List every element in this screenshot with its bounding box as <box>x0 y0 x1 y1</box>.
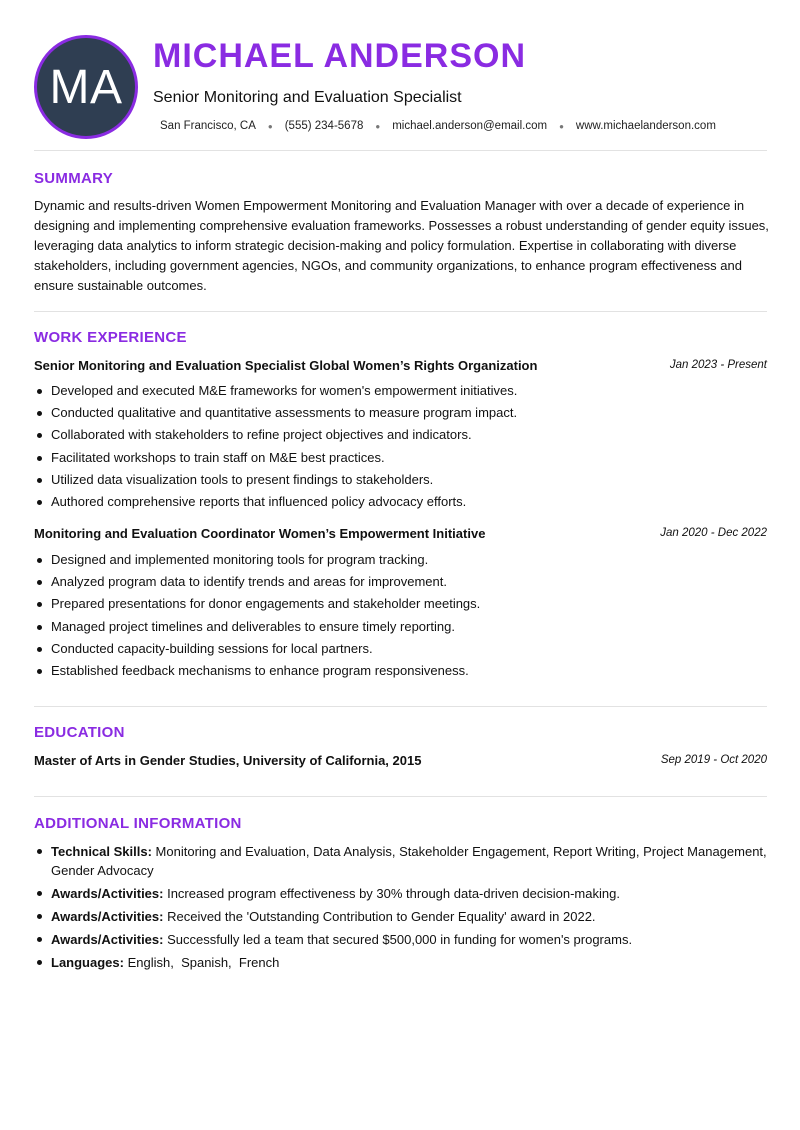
job-header <box>34 526 767 544</box>
list-item: Established feedback mechanisms to enhance program responsiveness. <box>34 660 767 682</box>
divider <box>34 150 767 151</box>
education-dates: Sep 2019 - Oct 2020 <box>660 754 767 766</box>
job-bullets <box>34 380 767 513</box>
info-text: Monitoring and Evaluation, Data Analysis, Stakeholder Engagement, Report Writing, Project Management, Gender Advocacy <box>51 844 767 878</box>
list-item: Utilized data visualization tools to present findings to stakeholders. <box>34 469 767 491</box>
additional-info-list <box>34 842 767 976</box>
list-item: Developed and executed M&E frameworks for women's empowerment initiatives. <box>34 380 767 402</box>
contact-bar <box>160 120 716 132</box>
dot-separator-icon: ● <box>559 121 564 131</box>
info-label: Awards/Activities: <box>51 886 164 901</box>
info-text: Increased program effectiveness by 30% through data-driven decision-making. <box>167 886 620 901</box>
list-item <box>34 907 767 926</box>
education-heading: EDUCATION <box>34 724 125 741</box>
work-experience-heading: WORK EXPERIENCE <box>34 329 187 346</box>
info-label: Languages: <box>51 955 124 970</box>
divider <box>34 796 767 797</box>
list-item: Facilitated workshops to train staff on M&E best practices. <box>34 447 767 469</box>
info-label: Technical Skills: <box>51 844 152 859</box>
job-bullets <box>34 549 767 682</box>
education-entry <box>34 753 767 771</box>
list-item: Authored comprehensive reports that influenced policy advocacy efforts. <box>34 491 767 513</box>
list-item: Designed and implemented monitoring tools for program tracking. <box>34 549 767 571</box>
list-item: Analyzed program data to identify trends and areas for improvement. <box>34 571 767 593</box>
contact-email[interactable]: michael.anderson@email.com <box>392 120 548 132</box>
contact-website[interactable]: www.michaelanderson.com <box>575 120 716 132</box>
dot-separator-icon: ● <box>375 121 381 131</box>
list-item: Prepared presentations for donor engagements and stakeholder meetings. <box>34 593 767 615</box>
list-item: Conducted qualitative and quantitative assessments to measure program impact. <box>34 402 767 424</box>
divider <box>34 706 767 707</box>
list-item: Collaborated with stakeholders to refine project objectives and indicators. <box>34 424 767 446</box>
info-label: Awards/Activities: <box>51 932 164 947</box>
resume-header <box>0 0 800 150</box>
info-label: Awards/Activities: <box>51 909 164 924</box>
contact-phone: (555) 234-5678 <box>284 120 364 132</box>
list-item <box>34 953 767 972</box>
job-header <box>34 358 767 376</box>
candidate-name: MICHAEL ANDERSON <box>153 37 527 75</box>
info-text: Successfully led a team that secured $500,000 in funding for women's programs. <box>167 932 633 947</box>
job-dates: Jan 2020 - Dec 2022 <box>660 527 767 539</box>
info-text: English, Spanish, French <box>127 955 280 970</box>
contact-location: San Francisco, CA <box>160 120 256 132</box>
list-item <box>34 884 767 903</box>
list-item <box>34 930 767 949</box>
education-degree: Master of Arts in Gender Studies, University of California, 2015 <box>34 753 422 768</box>
divider <box>34 311 767 312</box>
candidate-title: Senior Monitoring and Evaluation Specialist <box>153 89 462 106</box>
info-text: Received the 'Outstanding Contribution to Gender Equality' award in 2022. <box>167 909 596 924</box>
summary-heading: SUMMARY <box>34 170 114 187</box>
additional-info-heading: ADDITIONAL INFORMATION <box>34 815 242 832</box>
avatar-initials: MA <box>49 60 123 114</box>
summary-text: Dynamic and results-driven Women Empowerment Monitoring and Evaluation Manager with over a decade of experience in designing and implementing comprehensive evaluation frameworks. Possesses a robust understanding of gender equity issues, leveraging data analytics to inform strategic decision-making and policy formulation. Expertise in collaborating with diverse stakeholders, including government agencies, NGOs, and community organizations, to enhance program effectiveness and ensure sustainable outcomes. <box>34 198 769 293</box>
list-item: Managed project timelines and deliverables to ensure timely reporting. <box>34 616 767 638</box>
dot-separator-icon: ● <box>267 121 273 131</box>
job-role: Monitoring and Evaluation Coordinator Women’s Empowerment Initiative <box>34 526 486 541</box>
job-role: Senior Monitoring and Evaluation Specialist Global Women’s Rights Organization <box>34 358 538 373</box>
job-dates: Jan 2023 - Present <box>669 359 767 371</box>
avatar <box>34 35 138 139</box>
list-item: Conducted capacity-building sessions for local partners. <box>34 638 767 660</box>
list-item <box>34 842 767 880</box>
